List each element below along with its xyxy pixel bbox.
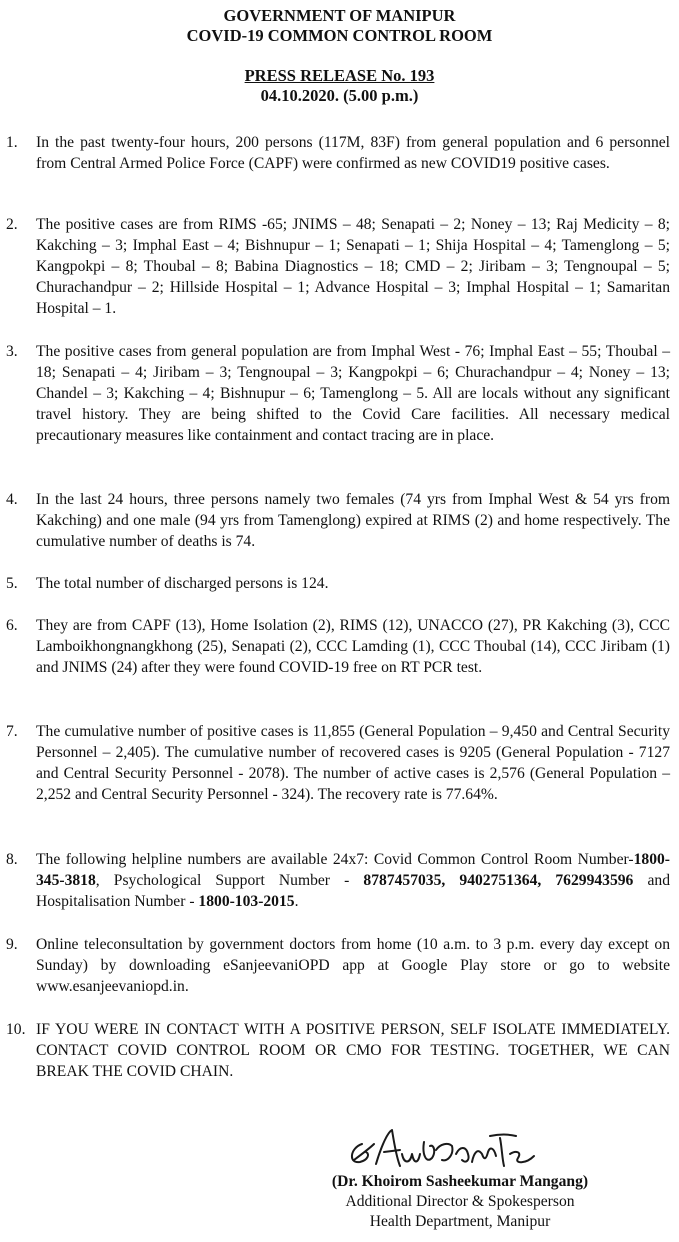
item-text: The positive cases are from RIMS -65; JNIMS – 48; Senapati – 2; Noney – 13; Raj Medicity – 8; Kakching – 3; Imphal East – 4; Bishnupur – 1; Senapati – 1; Shija Hospital – 4; Tamenglong – 5; Kangpokpi – 8; Thoubal – 8; Babina Diagnostics – 18; CMD – 2; Jiribam – 3; Tengnoupal – 5; Churachandpur – 2; Hillside Hospital – 1; Advance Hospital – 3; Imphal Hospital – 1; Samaritan Hospital – 1. (36, 216, 670, 317)
item-text: Online teleconsultation by government doctors from home (10 a.m. to 3 p.m. every day except on Sunday) by downloading eSanjeevaniOPD app at Google Play store or go to website www.esanjeevaniopd.in. (36, 936, 670, 995)
header-government: GOVERNMENT OF MANIPUR (223, 6, 456, 25)
item-text: IF YOU WERE IN CONTACT WITH A POSITIVE PERSON, SELF ISOLATE IMMEDIATELY. CONTACT COVID CONTROL ROOM OR CMO FOR TESTING. TOGETHER, WE CAN BREAK THE COVID CHAIN. (36, 1021, 670, 1080)
item-text: The total number of discharged persons is 124. (36, 575, 329, 592)
signatory-name: (Dr. Khoirom Sasheekumar Mangang) (331, 1173, 589, 1190)
item-text: The cumulative number of positive cases is 11,855 (General Population – 9,450 and Central Security Personnel – 2,405). The cumulative number of recovered cases is 9205 (General Population - 7127 and Central Security Personnel - 2078). The number of active cases is 2,576 (General Population – 2,252 and Central Security Personnel - 324). The recovery rate is 77.64%. (36, 723, 670, 803)
item-text: The following helpline numbers are available 24x7: Covid Common Control Room Number-1800-345-3818, Psychological Support Number - 8787457035, 9402751364, 7629943596 and Hospitalisation Number - 1800-103-2015. (36, 851, 670, 910)
helpline-control-room: 1800-345-3818 (36, 851, 670, 889)
item-text: The positive cases from general population are from Imphal West - 76; Imphal East – 55; Thoubal – 18; Senapati – 4; Jiribam – 3; Tengnoupal – 3; Kangpokpi – 6; Churachandpur – 4; Noney – 13; Chandel – 3; Kakching – 4; Bishnupur – 6; Tamenglong – 5. All are locals without any significant travel history. They are being shifted to the Covid Care facilities. All necessary medical precautionary measures like containment and contact tracing are in place. (36, 343, 670, 444)
item-text: In the last 24 hours, three persons namely two females (74 yrs from Imphal West & 54 yrs from Kakching) and one male (94 yrs from Tamenglong) expired at RIMS (2) and home respectively. The cumulative number of deaths is 74. (36, 491, 670, 550)
item-number: 5. (6, 575, 18, 592)
item-number: 9. (6, 936, 18, 953)
item-number: 2. (6, 216, 18, 233)
item-number: 6. (6, 617, 18, 634)
handwritten-signature (340, 1124, 560, 1176)
item-number: 8. (6, 851, 18, 868)
header-control-room: COVID-19 COMMON CONTROL ROOM (186, 26, 493, 45)
helpline-hospitalisation: 1800-103-2015 (198, 893, 295, 910)
item-number: 1. (6, 134, 18, 151)
signatory-department: Health Department, Manipur (369, 1213, 551, 1230)
item-number: 10. (6, 1021, 26, 1038)
signatory-title: Additional Director & Spokesperson (345, 1193, 575, 1210)
press-release-number: PRESS RELEASE No. 193 (244, 66, 435, 85)
signatory-block (300, 1172, 620, 1232)
item-number: 4. (6, 491, 18, 508)
item-number: 3. (6, 343, 18, 360)
item-text: They are from CAPF (13), Home Isolation (2), RIMS (12), UNACCO (27), PR Kakching (3), CCC Lamboikhongnangkhong (25), Senapati (2), CCC Lamding (1), CCC Thoubal (14), CCC Jiribam (1) and JNIMS (24) after they were found COVID-19 free on RT PCR test. (36, 617, 670, 676)
press-release-date: 04.10.2020. (5.00 p.m.) (260, 86, 419, 105)
helpline-psychological: 8787457035, 9402751364, 7629943596 (363, 872, 634, 889)
item-text: In the past twenty-four hours, 200 persons (117M, 83F) from general population and 6 personnel from Central Armed Police Force (CAPF) were confirmed as new COVID19 positive cases. (36, 134, 670, 172)
item-number: 7. (6, 723, 18, 740)
